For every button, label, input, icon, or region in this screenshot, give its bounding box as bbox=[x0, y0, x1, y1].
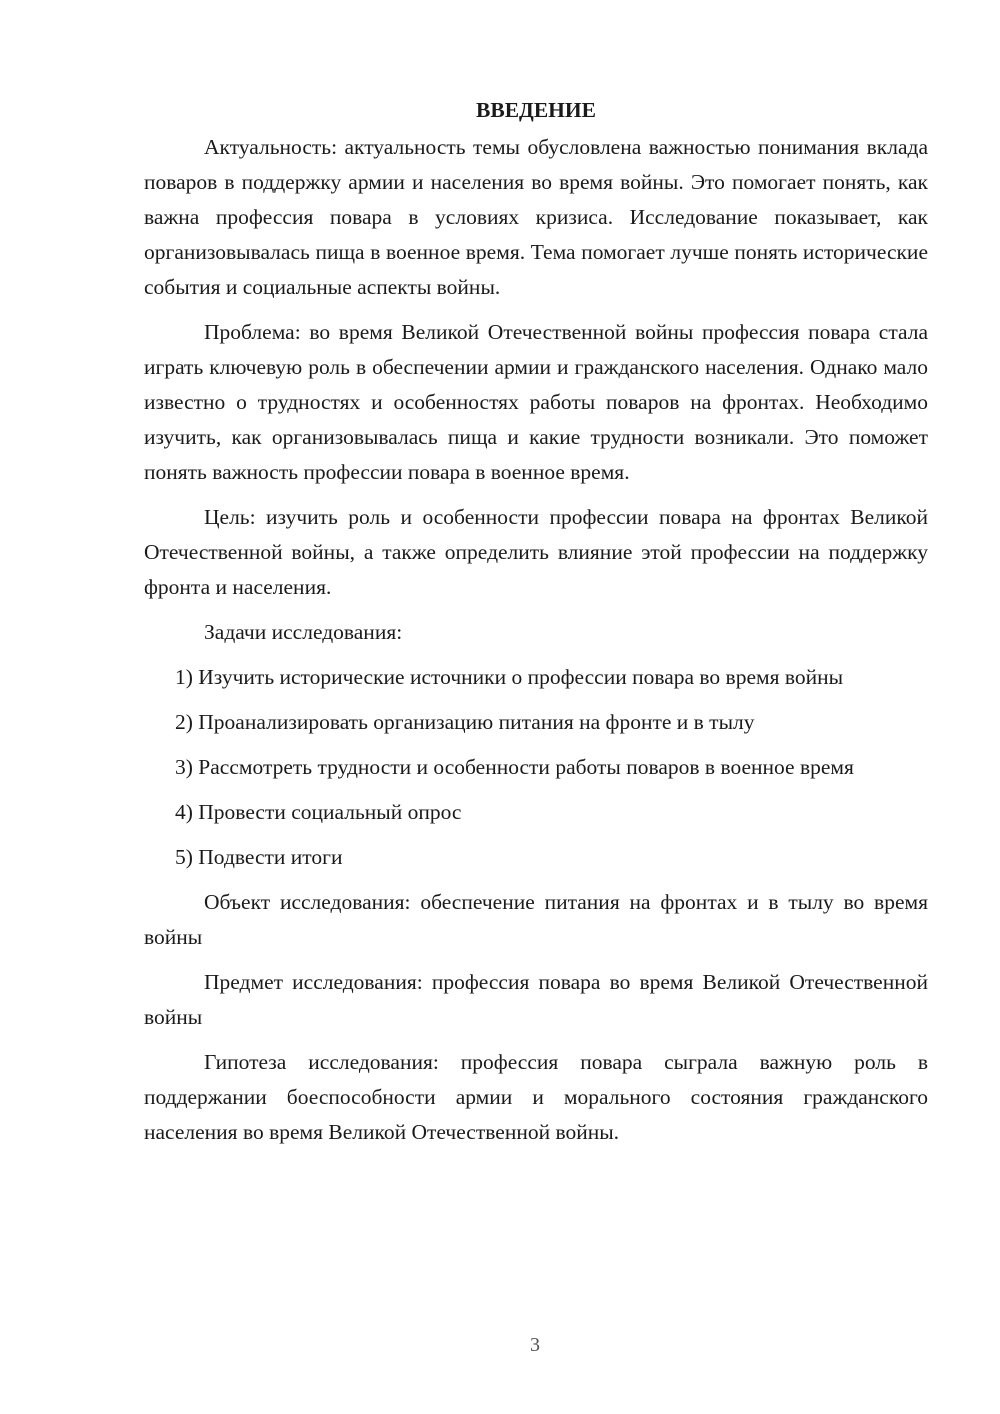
tasks-heading: Задачи исследования: bbox=[204, 620, 403, 644]
task-item-3: 3) Рассмотреть трудности и особенности работы поваров в военное время bbox=[175, 755, 854, 779]
paragraph-subject: Предмет исследования: профессия повара во время Великой Отечественной войны bbox=[144, 970, 928, 1029]
page-content bbox=[144, 93, 928, 1160]
paragraph-hypothesis: Гипотеза исследования: профессия повара сыграла важную роль в поддержании боеспособности армии и морального состояния гражданского населения во время Великой Отечественной войны. bbox=[144, 1050, 928, 1144]
section-title: ВВЕДЕНИЕ bbox=[476, 98, 596, 122]
paragraph-problem: Проблема: во время Великой Отечественной войны профессия повара стала играть ключевую роль в обеспечении армии и гражданского населения. Однако мало известно о трудностях и особенностях работы поваров на фронтах. Необходимо изучить, как организовывалась пища и какие трудности возникали. Это поможет понять важность профессии повара в военное время. bbox=[144, 320, 928, 484]
paragraph-relevance: Актуальность: актуальность темы обусловлена важностью понимания вклада поваров в поддержку армии и населения во время войны. Это помогает понять, как важна профессия повара в условиях кризиса. Исследование показывает, как организовывалась пища в военное время. Тема помогает лучше понять исторические события и социальные аспекты войны. bbox=[144, 135, 928, 299]
task-item-1: 1) Изучить исторические источники о профессии повара во время войны bbox=[175, 665, 844, 689]
paragraph-goal: Цель: изучить роль и особенности профессии повара на фронтах Великой Отечественной войны, а также определить влияние этой профессии на поддержку фронта и населения. bbox=[144, 505, 928, 599]
page-number: 3 bbox=[530, 1334, 540, 1356]
task-item-5: 5) Подвести итоги bbox=[175, 845, 343, 869]
task-item-4: 4) Провести социальный опрос bbox=[175, 800, 462, 824]
task-item-2: 2) Проанализировать организацию питания на фронте и в тылу bbox=[175, 710, 755, 734]
paragraph-object: Объект исследования: обеспечение питания на фронтах и в тылу во время войны bbox=[144, 890, 928, 949]
